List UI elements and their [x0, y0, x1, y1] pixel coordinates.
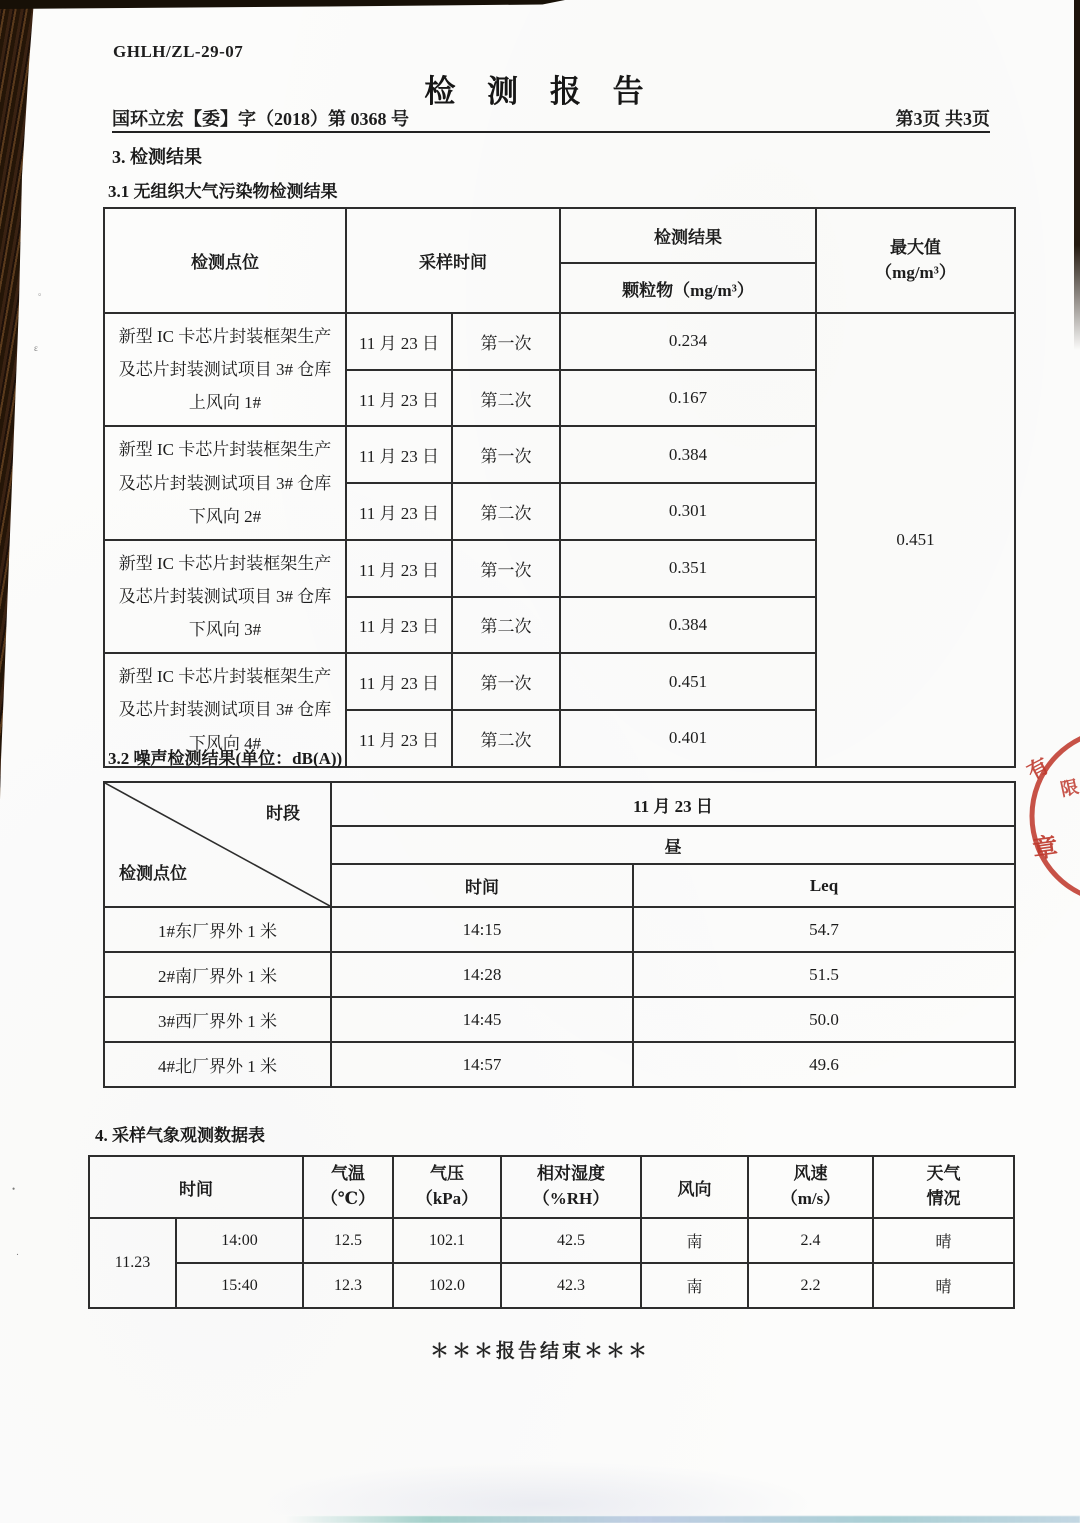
noise-header-period: 昼 [331, 826, 1015, 864]
table-row [104, 997, 1015, 1042]
weather-header-wind-speed: 风速 （m/s） [748, 1156, 873, 1218]
air-pollutant-table [103, 207, 1016, 768]
air-value-cell: 0.384 [560, 597, 816, 654]
noise-time-cell: 14:57 [331, 1042, 633, 1087]
noise-corner-cell [104, 782, 331, 907]
seal-char-bottom: 章 [1031, 833, 1060, 864]
weather-header-pressure: 气压 （kPa） [393, 1156, 501, 1218]
seal-char-top: 有 [1023, 753, 1053, 785]
scan-speck: ․ [16, 1247, 20, 1257]
weather-humidity-cell: 42.3 [501, 1263, 641, 1308]
noise-site-cell: 4#北厂界外 1 米 [104, 1042, 331, 1087]
section-heading-results: 3. 检测结果 [112, 147, 202, 167]
air-header-particulate: 颗粒物（mg/m³） [560, 263, 816, 313]
noise-leq-cell: 50.0 [633, 997, 1015, 1042]
weather-header-temp: 气温 （℃） [303, 1156, 393, 1218]
air-date-cell: 11 月 23 日 [346, 540, 452, 597]
air-seq-cell: 第二次 [452, 370, 560, 427]
report-doc-number: 国环立宏【委】字（2018）第 0368 号 [112, 109, 409, 129]
weather-header-time: 时间 [89, 1156, 303, 1218]
weather-humidity-cell: 42.5 [501, 1218, 641, 1263]
weather-pressure-cell: 102.0 [393, 1263, 501, 1308]
scan-edge-top [0, 0, 565, 9]
weather-pressure-cell: 102.1 [393, 1218, 501, 1263]
air-seq-cell: 第一次 [452, 426, 560, 483]
air-value-cell: 0.384 [560, 426, 816, 483]
air-seq-cell: 第二次 [452, 483, 560, 540]
air-site-cell: 新型 IC 卡芯片封装框架生产及芯片封装测试项目 3# 仓库上风向 1# [104, 313, 346, 426]
air-site-cell: 新型 IC 卡芯片封装框架生产及芯片封装测试项目 3# 仓库下风向 3# [104, 540, 346, 653]
weather-temp-cell: 12.5 [303, 1218, 393, 1263]
air-date-cell: 11 月 23 日 [346, 597, 452, 654]
table-row [104, 952, 1015, 997]
scan-noise-bottom [260, 1461, 820, 1515]
report-form-code: GHLH/ZL-29-07 [113, 42, 244, 61]
air-date-cell: 11 月 23 日 [346, 710, 452, 767]
noise-time-cell: 14:28 [331, 952, 633, 997]
report-title: 检 测 报 告 [424, 74, 656, 109]
air-value-cell: 0.401 [560, 710, 816, 767]
air-seq-cell: 第一次 [452, 540, 560, 597]
seal-char-mid: 限 [1058, 776, 1080, 800]
weather-wind-dir-cell: 南 [641, 1218, 748, 1263]
air-date-cell: 11 月 23 日 [346, 653, 452, 710]
weather-time-cell: 14:00 [176, 1218, 303, 1263]
air-header-result: 检测结果 [560, 208, 816, 263]
air-date-cell: 11 月 23 日 [346, 313, 452, 370]
report-meta-line [112, 104, 990, 133]
noise-site-cell: 1#东厂界外 1 米 [104, 907, 331, 952]
noise-leq-cell: 49.6 [633, 1042, 1015, 1087]
air-value-cell: 0.351 [560, 540, 816, 597]
scan-speck: • [12, 1184, 16, 1194]
weather-wind-speed-cell: 2.4 [748, 1218, 873, 1263]
air-date-cell: 11 月 23 日 [346, 426, 452, 483]
air-seq-cell: 第一次 [452, 653, 560, 710]
scan-edge-left [0, 0, 36, 800]
scan-edge-right [1074, 0, 1080, 350]
noise-time-cell: 14:15 [331, 907, 633, 952]
scan-edge-bottom [285, 1516, 1080, 1523]
noise-site-cell: 3#西厂界外 1 米 [104, 997, 331, 1042]
air-value-cell: 0.451 [560, 653, 816, 710]
air-header-max: 最大值 （mg/m³） [816, 208, 1015, 313]
table-row [89, 1263, 1014, 1308]
air-date-cell: 11 月 23 日 [346, 370, 452, 427]
section-heading-noise: 3.2 噪声检测结果(单位：dB(A)) [108, 749, 343, 768]
report-end-mark: ＊＊＊报告结束＊＊＊ [429, 1341, 650, 1362]
company-seal-partial [1018, 728, 1080, 903]
noise-header-date: 11 月 23 日 [331, 782, 1015, 826]
scan-speck: ɛ [34, 343, 38, 353]
table-row [89, 1218, 1014, 1263]
air-seq-cell: 第二次 [452, 597, 560, 654]
air-max-value-cell: 0.451 [816, 313, 1015, 767]
noise-header-time: 时间 [331, 864, 633, 907]
section-heading-weather: 4. 采样气象观测数据表 [95, 1126, 265, 1145]
noise-corner-site-label: 检测点位 [119, 864, 187, 883]
air-site-cell: 新型 IC 卡芯片封装框架生产及芯片封装测试项目 3# 仓库下风向 4# [104, 653, 346, 766]
weather-wind-speed-cell: 2.2 [748, 1263, 873, 1308]
noise-site-cell: 2#南厂界外 1 米 [104, 952, 331, 997]
air-value-cell: 0.167 [560, 370, 816, 427]
weather-condition-cell: 晴 [873, 1218, 1014, 1263]
air-date-cell: 11 月 23 日 [346, 483, 452, 540]
air-seq-cell: 第二次 [452, 710, 560, 767]
weather-time-cell: 15:40 [176, 1263, 303, 1308]
noise-time-cell: 14:45 [331, 997, 633, 1042]
seal-icon [1018, 728, 1080, 903]
noise-table [103, 781, 1016, 1088]
weather-table [88, 1155, 1015, 1309]
air-header-site: 检测点位 [104, 208, 346, 313]
noise-corner-period-label: 时段 [266, 804, 300, 823]
table-row [104, 907, 1015, 952]
noise-leq-cell: 54.7 [633, 907, 1015, 952]
section-heading-air: 3.1 无组织大气污染物检测结果 [108, 182, 338, 201]
air-value-cell: 0.234 [560, 313, 816, 370]
report-page-number: 第3页 共3页 [895, 109, 990, 129]
table-row [104, 1042, 1015, 1087]
scan-speck: 。 [38, 287, 48, 297]
air-value-cell: 0.301 [560, 483, 816, 540]
air-header-sample-time: 采样时间 [346, 208, 560, 313]
air-site-cell: 新型 IC 卡芯片封装框架生产及芯片封装测试项目 3# 仓库下风向 2# [104, 426, 346, 539]
weather-date-cell: 11.23 [89, 1218, 176, 1308]
noise-leq-cell: 51.5 [633, 952, 1015, 997]
weather-header-wind-dir: 风向 [641, 1156, 748, 1218]
air-seq-cell: 第一次 [452, 313, 560, 370]
weather-condition-cell: 晴 [873, 1263, 1014, 1308]
weather-wind-dir-cell: 南 [641, 1263, 748, 1308]
noise-header-leq: Leq [633, 864, 1015, 907]
weather-temp-cell: 12.3 [303, 1263, 393, 1308]
weather-header-humidity: 相对湿度 （%RH） [501, 1156, 641, 1218]
table-row [104, 313, 1015, 370]
weather-header-condition: 天气 情况 [873, 1156, 1014, 1218]
